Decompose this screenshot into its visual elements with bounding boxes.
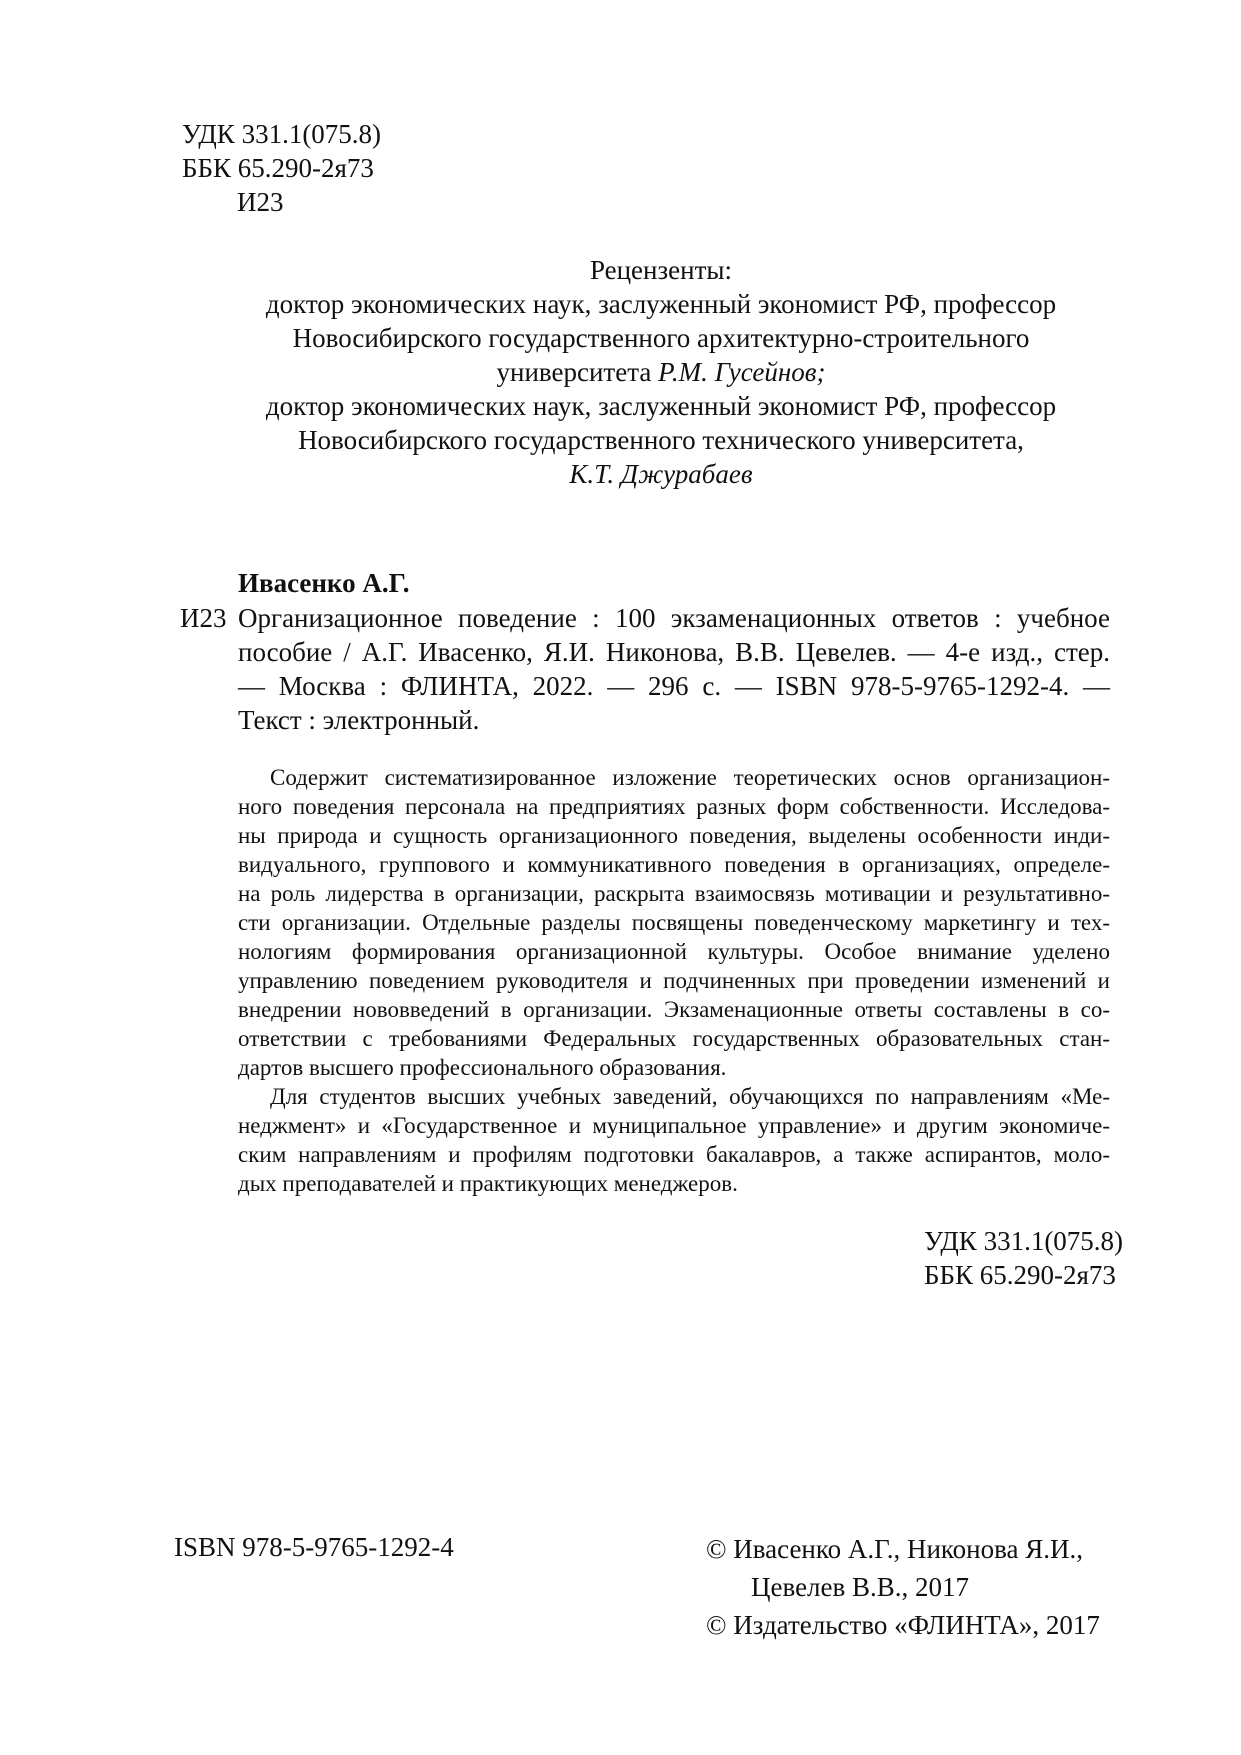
reviewer-university-label: университета	[496, 357, 652, 387]
bib-author: Ивасенко А.Г.	[238, 568, 410, 598]
reviewer-line: доктор экономических наук, заслуженный экономист РФ, профессор	[265, 391, 1057, 421]
bib-line: пособие / А.Г. Ивасенко, Я.И. Никонова, В.В. Цевелев. — 4-е изд., стер.	[238, 637, 1110, 667]
bib-description	[238, 601, 1110, 737]
bib-line: — Москва : ФЛИНТА, 2022. — 296 с. — ISBN 978-5-9765-1292-4. —	[238, 671, 1110, 701]
udk-code: УДК 331.1(075.8)	[924, 1226, 1124, 1256]
bbk-code: ББК 65.290-2я73	[924, 1260, 1116, 1290]
author-mark: И23	[237, 187, 284, 217]
annotation-line: ного поведения персонала на предприятиях разных форм собственности. Исследова-	[238, 794, 1110, 819]
annotation-line: дых преподавателей и практикующих менеджеров.	[238, 1171, 738, 1196]
annotation-line: на роль лидерства в организации, раскрыта взаимосвязь мотивации и результативно-	[238, 881, 1110, 906]
annotation-line: неджмент» и «Государственное и муниципальное управление» и другим экономиче-	[238, 1113, 1110, 1138]
reviewer-line: Новосибирского государственного архитектурно-строительного	[292, 323, 1030, 353]
bib-line: Организационное поведение : 100 экзаменационных ответов : учебное	[238, 603, 1110, 633]
copyright-line: © Издательство «ФЛИНТА», 2017	[706, 1610, 1100, 1640]
copyright-line: Цевелев В.В., 2017	[751, 1572, 970, 1602]
annotation-line: сти организации. Отдельные разделы посвящены поведенческому маркетингу и тех-	[238, 910, 1110, 935]
bbk-code: ББК 65.290-2я73	[182, 153, 374, 183]
reviewers-heading: Рецензенты:	[589, 255, 733, 285]
annotation-line: ны природа и сущность организационного поведения, выделены особенности инди-	[238, 823, 1110, 848]
bib-line: Текст : электронный.	[238, 705, 480, 735]
annotation-line: дартов высшего профессионального образования.	[238, 1055, 727, 1080]
annotation-line: ответствии с требованиями Федеральных государственных образовательных стан-	[238, 1026, 1110, 1051]
bib-code: И23	[180, 603, 227, 633]
annotation-line: нологиям формирования организационной культуры. Особое внимание уделено	[238, 939, 1110, 964]
classification-top	[182, 117, 381, 219]
reviewer-line: Новосибирского государственного технического университета,	[298, 425, 1024, 455]
copyright-line: © Ивасенко А.Г., Никонова Я.И.,	[706, 1534, 1083, 1564]
annotation-line: ским направлениям и профилям подготовки бакалавров, а также аспирантов, моло-	[238, 1142, 1110, 1167]
annotation-line: внедрении нововведений в организации. Экзаменационные ответы составлены в со-	[238, 997, 1110, 1022]
reviewer-line	[232, 355, 1090, 389]
annotation-line: управлению поведением руководителя и подчиненных при проведении изменений и	[238, 968, 1110, 993]
annotation-line: видуального, группового и коммуникативного поведения в организациях, определе-	[238, 852, 1110, 877]
reviewer-name: К.Т. Джурабаев	[569, 459, 753, 489]
annotation-line: Для студентов высших учебных заведений, обучающихся по направлениям «Ме-	[270, 1084, 1110, 1109]
annotation-line: Содержит систематизированное изложение теоретических основ организацион-	[270, 765, 1110, 790]
reviewers-block	[232, 253, 1090, 491]
annotation	[238, 763, 1110, 1198]
classification-bottom	[924, 1224, 1123, 1292]
udk-code: УДК 331.1(075.8)	[182, 119, 382, 149]
reviewer-name: Р.М. Гусейнов;	[658, 357, 826, 387]
reviewer-line: доктор экономических наук, заслуженный экономист РФ, профессор	[265, 289, 1057, 319]
copyright-block	[706, 1530, 1100, 1644]
isbn: ISBN 978-5-9765-1292-4	[174, 1532, 454, 1562]
